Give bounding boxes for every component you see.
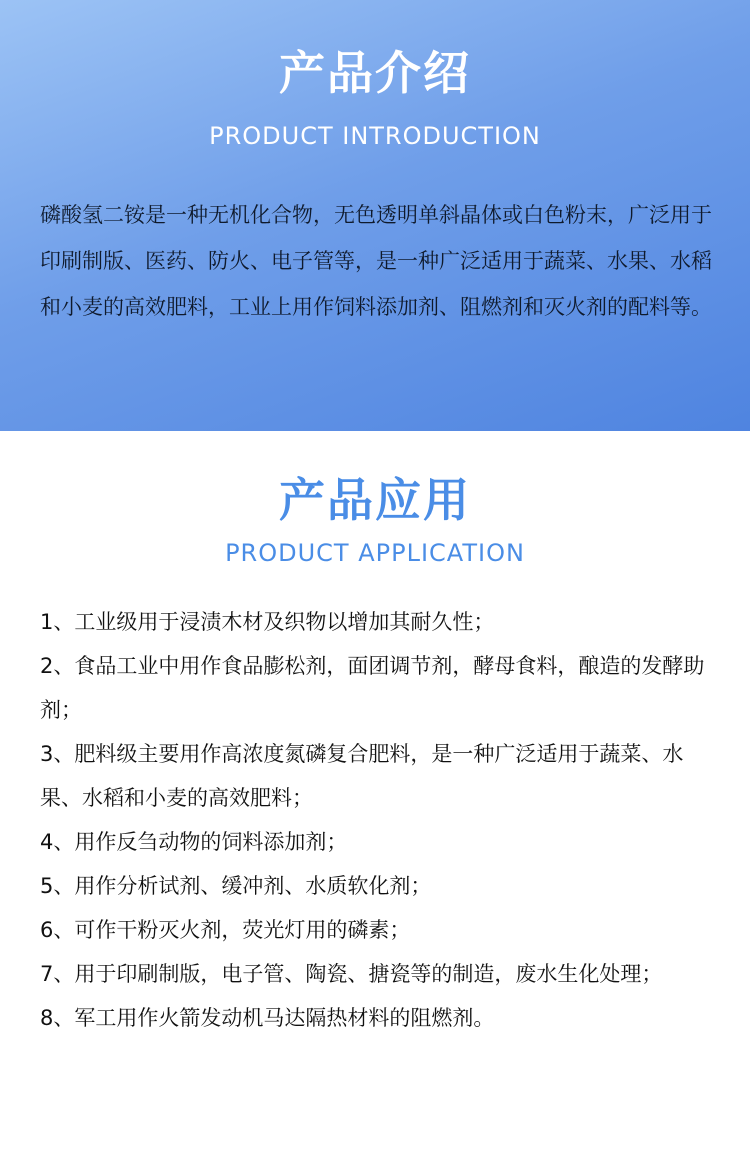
intro-title: 产品介绍 xyxy=(279,46,471,100)
application-subtitle: PRODUCT APPLICATION xyxy=(225,539,525,567)
application-item: 2、食品工业中用作食品膨松剂，面团调节剂，酵母食料，酿造的发酵助剂； xyxy=(40,654,705,722)
application-title: 产品应用 xyxy=(279,473,471,527)
application-item: 7、用于印刷制版，电子管、陶瓷、搪瓷等的制造，废水生化处理； xyxy=(40,962,663,986)
application-item: 1、工业级用于浸渍木材及织物以增加其耐久性； xyxy=(40,610,495,634)
application-item: 6、可作干粉灭火剂，荧光灯用的磷素； xyxy=(40,918,411,942)
product-introduction-banner xyxy=(0,0,750,431)
product-application-section xyxy=(0,431,750,1165)
intro-description: 磷酸氢二铵是一种无机化合物，无色透明单斜晶体或白色粉末，广泛用于印刷制版、医药、防火、电子管等，是一种广泛适用于蔬菜、水果、水稻和小麦的高效肥料，工业上用作饲料添加剂、阻燃剂和灭火剂的配料等。 xyxy=(40,203,712,319)
application-item: 8、军工用作火箭发动机马达隔热材料的阻燃剂。 xyxy=(40,1006,495,1030)
application-item: 3、肥料级主要用作高浓度氮磷复合肥料，是一种广泛适用于蔬菜、水果、水稻和小麦的高效肥料； xyxy=(40,742,684,810)
application-item: 4、用作反刍动物的饲料添加剂； xyxy=(40,830,348,854)
application-item: 5、用作分析试剂、缓冲剂、水质软化剂； xyxy=(40,874,432,898)
intro-subtitle: PRODUCT INTRODUCTION xyxy=(209,122,541,150)
application-list xyxy=(40,600,720,1040)
